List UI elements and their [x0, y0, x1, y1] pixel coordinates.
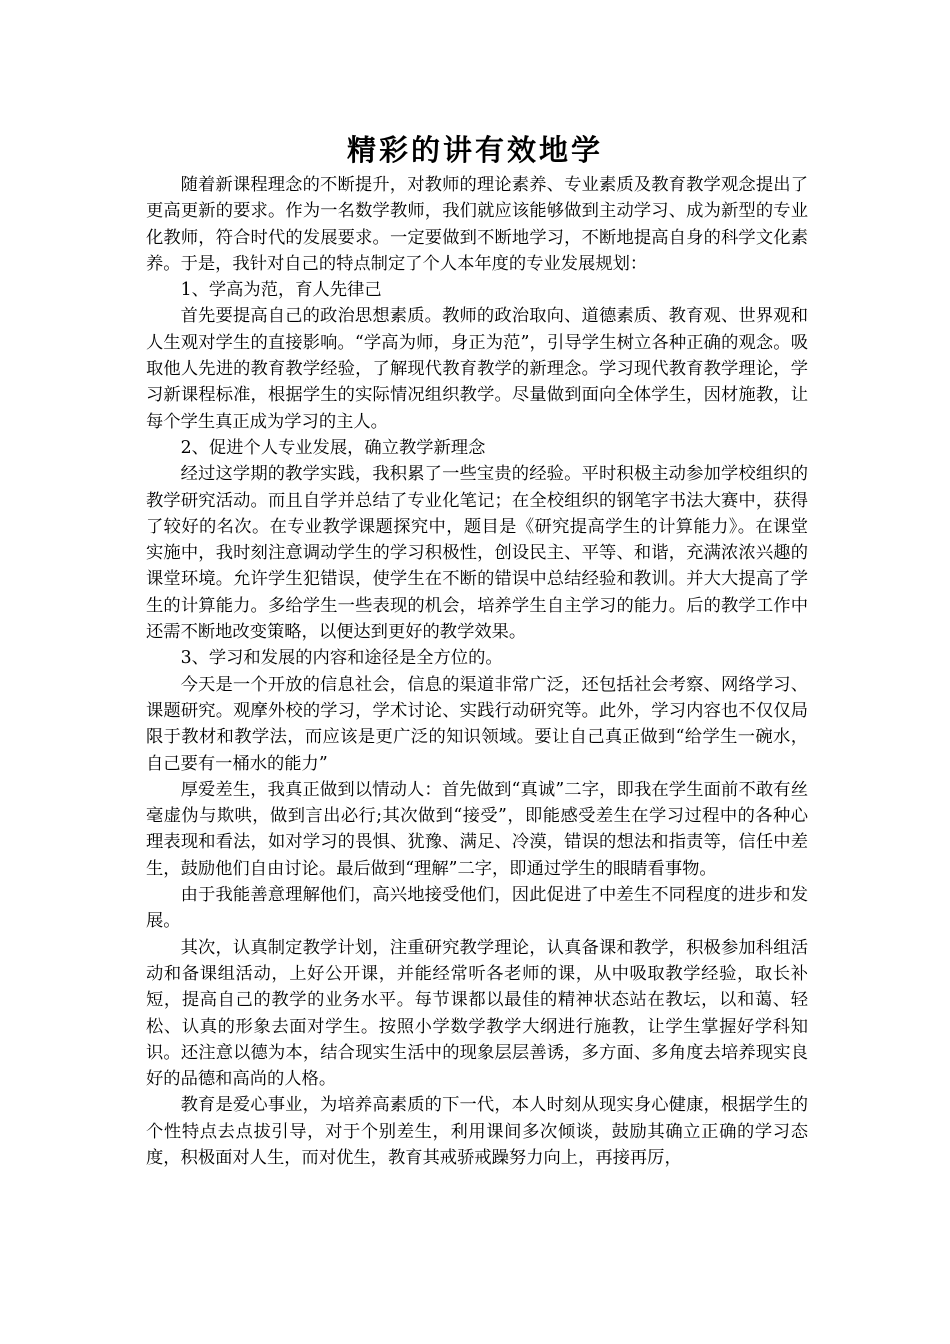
paragraph-section-2: 经过这学期的教学实践，我积累了一些宝贵的经验。平时积极主动参加学校组织的教学研究活动。而且自学并总结了专业化笔记；在全校组织的钢笔字书法大赛中，获得了较好的名次。在专业教学课题探究中，题目是《研究提高学生的计算能力》。在课堂实施中，我时刻注意调动学生的学习积极性，创设民主、平等、和谐，充满浓浓兴趣的课堂环境。允许学生犯错误，使学生在不断的错误中总结经验和教训。并大大提高了学生的计算能力。多给学生一些表现的机会，培养学生自主学习的能力。后的教学工作中还需不断地改变策略，以便达到更好的教学效果。 [146, 464, 808, 643]
section-heading-3: 3、学习和发展的内容和途径是全方位的。 [180, 648, 503, 669]
document-title: 精彩的讲有效地学 [346, 133, 603, 167]
document-body [146, 172, 808, 1171]
paragraph-section-1: 首先要提高自己的政治思想素质。教师的政治取向、道德素质、教育观、世界观和人生观对学生的直接影响。“学高为师，身正为范”，引导学生树立各种正确的观念。吸取他人先进的教育教学经验，了解现代教育教学的新理念。学习现代教育教学理论，学习新课程标准，根据学生的实际情况组织教学。尽量做到面向全体学生，因材施教，让每个学生真正成为学习的主人。 [146, 306, 808, 432]
section-heading-2: 2、促进个人专业发展，确立教学新理念 [180, 437, 486, 458]
paragraph-section-3: 今天是一个开放的信息社会，信息的渠道非常广泛，还包括社会考察、网络学习、课题研究。观摩外校的学习，学术讨论、实践行动研究等。此外，学习内容也不仅仅局限于教材和教学法，而应该是更广泛的知识领域。要让自己真正做到“给学生一碗水，自己要有一桶水的能力” [146, 674, 808, 774]
paragraph-caring-education: 教育是爱心事业，为培养高素质的下一代，本人时刻从现实身心健康，根据学生的个性特点去点拔引导，对于个别差生，利用课间多次倾谈，鼓励其确立正确的学习态度，积极面对人生，而对优生，教育其戒骄戒躁努力向上，再接再厉， [146, 1095, 808, 1168]
paragraph-teaching-plan: 其次，认真制定教学计划，注重研究教学理论，认真备课和教学，积极参加科组活动和备课组活动，上好公开课，并能经常听各老师的课，从中吸取教学经验，取长补短，提高自己的教学的业务水平。每节课都以最佳的精神状态站在教坛，以和蔼、轻松、认真的形象去面对学生。按照小学数学教学大纲进行施教，让学生掌握好学科知识。还注意以德为本，结合现实生活中的现象层层善诱，多方面、多角度去培养现实良好的品德和高尚的人格。 [146, 937, 808, 1090]
paragraph-intro: 随着新课程理念的不断提升，对教师的理论素养、专业素质及教育教学观念提出了更高更新的要求。作为一名数学教师，我们就应该能够做到主动学习、成为新型的专业化教师，符合时代的发展要求。一定要做到不断地学习，不断地提高自身的科学文化素养。于是，我针对自己的特点制定了个人本年度的专业发展规划： [146, 175, 808, 274]
section-heading-1: 1、学高为范，育人先律己 [180, 280, 382, 301]
paragraph-progress: 由于我能善意理解他们，高兴地接受他们，因此促进了中差生不同程度的进步和发展。 [146, 885, 808, 932]
paragraph-weak-students: 厚爱差生，我真正做到以情动人：首先做到“真诚”二字，即我在学生面前不敢有丝毫虚伪与欺哄，做到言出必行;其次做到“接受”，即能感受差生在学习过程中的各种心理表现和看法，如对学习的畏惧、犹豫、满足、冷漠，错误的想法和指责等，信任中差生，鼓励他们自由讨论。最后做到“理解”二字，即通过学生的眼睛看事物。 [146, 779, 808, 879]
